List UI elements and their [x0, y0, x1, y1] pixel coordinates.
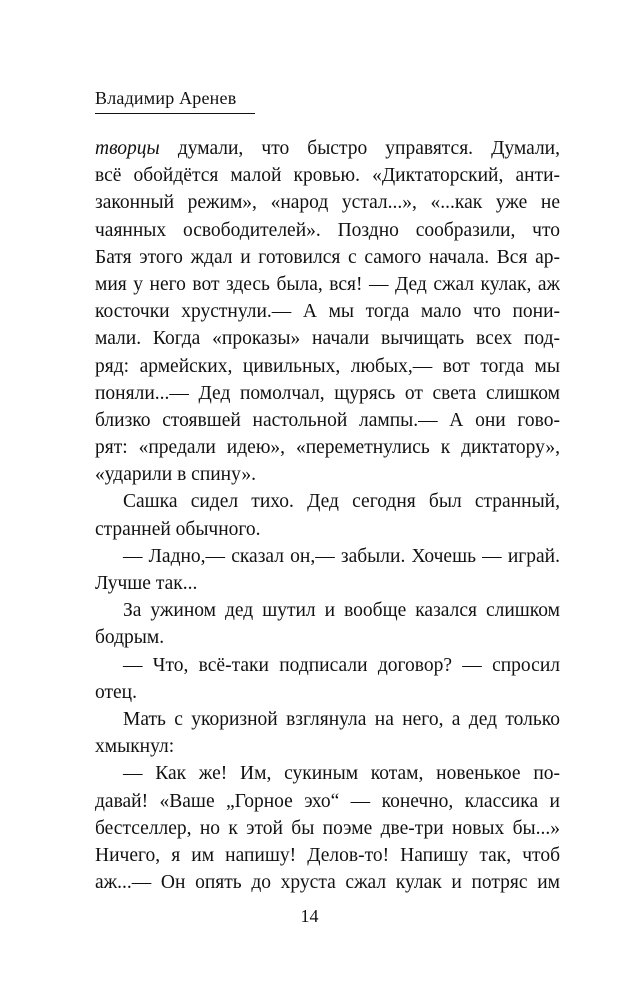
- text-line: мали. Когда «проказы» начали вычищать всех под-: [95, 328, 560, 350]
- text-line: поняли...— Дед помолчал, щурясь от света слишком: [95, 382, 560, 404]
- text-line: близко стоявшей настольной лампы.— А они гово-: [95, 409, 560, 431]
- text-line: — Ладно,— сказал он,— забыли. Хочешь — играй.: [123, 545, 560, 567]
- text-line: бодрым.: [95, 627, 165, 649]
- text-line: отец.: [95, 681, 137, 703]
- text-line: Лучше так...: [95, 573, 198, 594]
- page-number: 14: [300, 906, 319, 926]
- text-line: странней обычного.: [95, 518, 261, 540]
- text-line: аж...— Он опять до хруста сжал кулак и потряс им: [95, 872, 560, 894]
- text-line: За ужином дед шутил и вообще казался слишком: [123, 600, 560, 622]
- text-line: Ничего, я им напишу! Делов-то! Напишу так, чтоб: [95, 844, 560, 866]
- text-line: — Как же! Им, сукиным котам, новенькое по-: [123, 763, 560, 785]
- italic-word: творцы: [95, 138, 160, 159]
- text-line: Батя этого ждал и готовился с самого начала. Вся ар-: [95, 246, 560, 268]
- text-line: законный режим», «народ устал...», «...как уже не: [95, 192, 560, 214]
- text-line: косточки хрустнули.— А мы тогда мало что пони-: [95, 301, 560, 323]
- text-line: — Что, всё-таки подписали договор? — спросил: [123, 654, 560, 676]
- text-line: рят: «предали идею», «переметнулись к диктатору»,: [95, 437, 560, 459]
- text-line: ряд: армейских, цивильных, любых,— вот тогда мы: [95, 355, 560, 377]
- running-header-author: Владимир Аренев: [95, 88, 237, 108]
- text-line: всё обойдётся малой кровью. «Диктаторский, анти-: [95, 165, 560, 187]
- text-line: «ударили в спину».: [95, 464, 256, 486]
- text-line: Мать с укоризной взглянула на него, а дед только: [123, 708, 560, 730]
- text-line: [95, 135, 560, 162]
- text-line: чаянных освободителей». Поздно сообразили, что: [95, 219, 560, 241]
- text-line: бестселлер, но к этой бы поэме две-три новых бы...»: [95, 817, 560, 839]
- line-text: думали, что быстро управятся. Думали,: [159, 138, 560, 159]
- text-line: хмыкнул:: [95, 736, 175, 758]
- body-text: [95, 135, 560, 896]
- text-line: Сашка сидел тихо. Дед сегодня был странный,: [123, 491, 560, 513]
- header-underline-rule: [95, 113, 255, 114]
- text-line: давай! «Ваше „Горное эхо“ — конечно, классика и: [95, 790, 560, 812]
- text-line: мия у него вот здесь была, вся! — Дед сжал кулак, аж: [95, 273, 560, 295]
